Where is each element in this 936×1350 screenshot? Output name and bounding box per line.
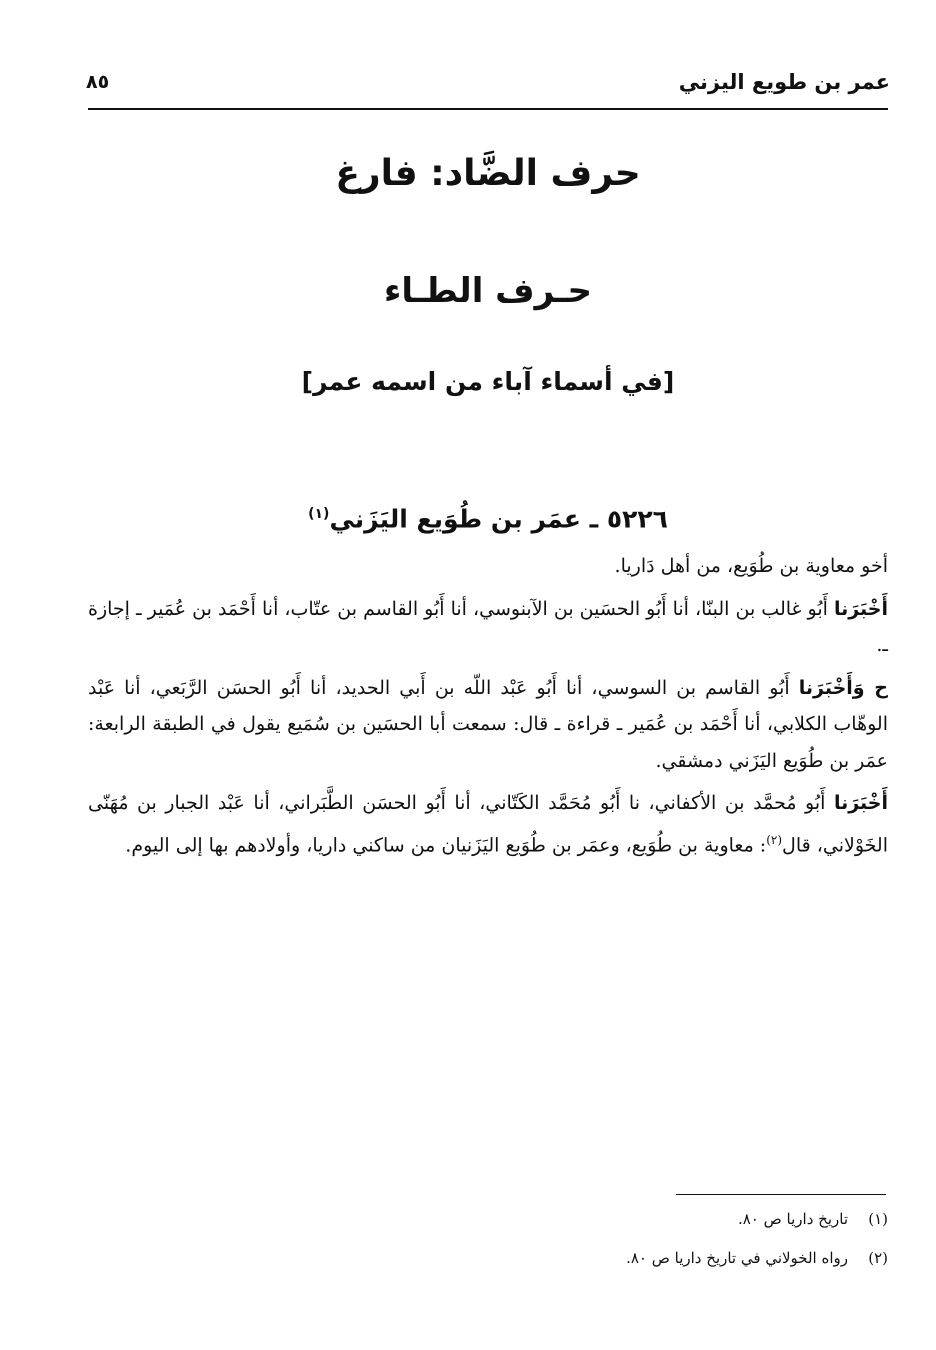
- entry-body: [88, 548, 888, 869]
- heading-letter-ta: حـرف الطـاء: [384, 271, 592, 311]
- entry-number-and-name: ٥٢٢٦ ـ عمَر بن طُوَيع اليَزَني: [329, 504, 668, 534]
- paragraph-2: [88, 591, 888, 664]
- footnote-rule: [676, 1194, 886, 1195]
- paragraph-4-text-a: أَبُو مُحمَّد بن الأكفاني، نا أَبُو مُحَمَّد الكَتّاني، أنا أَبُو الحسَن الطَّبَراني، أنا عَبْد الجبار بن مُهَنّى الخَوْلاني، قال: [88, 792, 888, 856]
- footnote-2: [88, 1247, 888, 1269]
- keyword-wa-akhbarana: ح وَأَخْبَرَنا: [798, 676, 888, 699]
- keyword-akhbarana: أَخْبَرَنا: [833, 792, 888, 814]
- running-title: عمر بن طويع اليزني: [678, 70, 890, 94]
- page-number: ٨٥: [86, 71, 110, 93]
- heading-names-section: [في أسماء آباء من اسمه عمر]: [301, 367, 675, 396]
- paragraph-3-text: أَبُو القاسم بن السوسي، أنا أَبُو عَبْد اللّه بن أَبي الحديد، أنا أَبُو الحسَن الرَّبَعي، أنا عَبْد الوهّاب الكلابي، أنا أَحْمَد بن عُمَير ـ قراءة ـ قال: سمعت أبا الحسَين بن سُمَيع يقول في الطبقة الرابعة: عمَر بن طُوَيع اليَزَني دمشقي.: [88, 676, 888, 772]
- paragraph-2-text: أَبُو غالب بن البنّا، أنا أَبُو الحسَين بن الآبنوسي، أنا أَبُو القاسم بن عتّاب، أنا أَحْمَد بن عُمَير ـ إجازة ـ.: [88, 597, 888, 656]
- paragraph-1: أخو معاوية بن طُوَيع، من أهل دَاريا.: [614, 555, 888, 577]
- footnote-number: (١): [868, 1210, 888, 1228]
- footnote-text: تاريخ داريا ص ٨٠.: [737, 1210, 848, 1228]
- heading-letter-dad: حرف الضَّاد: فارغ: [335, 153, 641, 194]
- footnote-number: (٢): [868, 1249, 888, 1267]
- footnote-text: رواه الخولاني في تاريخ داريا ص ٨٠.: [626, 1249, 848, 1267]
- paragraph-4: [88, 785, 888, 863]
- footnotes: [88, 1208, 888, 1286]
- footnote-mark-2: (٢): [766, 832, 783, 847]
- entry-title: [88, 494, 888, 539]
- entry-footnote-mark: (١): [308, 506, 330, 522]
- paragraph-3: [88, 670, 888, 780]
- header-rule: [88, 108, 888, 110]
- footnote-1: [88, 1208, 888, 1230]
- paragraph-4-text-b: : معاوية بن طُوَيع، وعمَر بن طُوَيع اليَزَنيان من ساكني داريا، وأولادهم بها إلى اليوم.: [125, 833, 767, 856]
- keyword-akhbarana: أَخْبَرَنا: [833, 597, 888, 620]
